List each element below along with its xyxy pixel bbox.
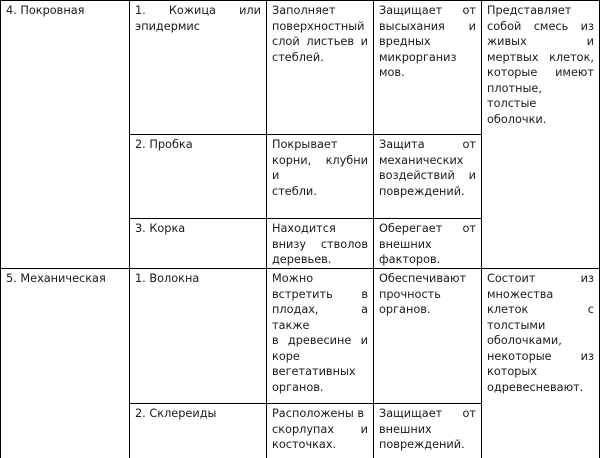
function-line: Защищает от	[379, 407, 476, 420]
table-border-top	[0, 0, 600, 1]
function-cell	[379, 406, 476, 453]
function-cell	[379, 221, 476, 268]
function-line: повреждений.	[379, 438, 465, 451]
column-divider	[129, 0, 130, 458]
function-line: внешних	[379, 237, 432, 251]
column-divider	[373, 0, 374, 458]
location-line: косточках.	[272, 438, 337, 451]
structure-line: оболочки.	[487, 112, 547, 126]
structure-cell	[487, 271, 594, 395]
subtype-name-cell	[135, 137, 261, 153]
row-divider	[129, 403, 481, 404]
subtype-name-line: 1. Кожица или	[135, 4, 261, 17]
location-cell	[272, 137, 368, 199]
location-line: слой листьев и	[272, 35, 368, 48]
structure-line: множества	[487, 287, 554, 301]
structure-line: одревесневают.	[487, 380, 584, 394]
structure-line: клеток с	[487, 303, 594, 316]
location-line: стеблей.	[272, 50, 324, 64]
function-line: органов.	[379, 303, 431, 316]
location-line: корни, клубни и	[272, 153, 368, 182]
structure-line: Представляет	[487, 4, 572, 17]
function-line: Обеспечивают	[379, 272, 467, 285]
structure-line: толстыми	[487, 318, 546, 332]
tissue-name-cell	[6, 3, 124, 19]
function-line: вредных	[379, 35, 431, 48]
location-line: коре	[272, 349, 300, 363]
function-line: мов.	[379, 66, 405, 79]
subtype-name-cell	[135, 221, 261, 237]
structure-line: которых	[487, 365, 538, 378]
location-line: вегетативных	[272, 365, 356, 378]
column-divider	[266, 0, 267, 458]
structure-line: которые имеют	[487, 66, 594, 79]
row-divider	[0, 268, 600, 269]
structure-line: собой смесь из	[487, 19, 594, 33]
subtype-name-line: 2. Пробка	[135, 138, 193, 151]
structure-cell	[487, 3, 594, 127]
location-line: в древесине и	[272, 334, 368, 347]
function-line: внешних	[379, 422, 432, 436]
structure-line: некоторые из	[487, 349, 594, 363]
location-cell	[272, 3, 368, 65]
function-cell	[379, 271, 476, 318]
location-cell	[272, 271, 368, 395]
location-line: внизу стволов	[272, 237, 368, 251]
subtype-name-cell	[135, 406, 261, 422]
function-line: микрорганиз	[379, 50, 457, 64]
location-cell	[272, 406, 368, 453]
function-line: прочность	[379, 287, 441, 301]
subtype-name-line: 1. Волокна	[135, 272, 200, 285]
location-line: Покрывает	[272, 138, 338, 151]
structure-line: мертвых клеток,	[487, 50, 594, 64]
function-line: высыхания и	[379, 19, 476, 33]
subtype-name-cell	[135, 3, 261, 34]
location-line: Заполняет	[272, 4, 336, 17]
location-line: деревьев.	[272, 253, 332, 266]
location-line: скорлупах и	[272, 422, 368, 436]
tissue-name: 5. Механическая	[6, 272, 106, 285]
structure-line: Состоит из	[487, 272, 594, 285]
row-divider	[129, 134, 481, 135]
function-line: повреждений.	[379, 184, 465, 198]
function-cell	[379, 137, 476, 199]
location-line: встретить в	[272, 287, 368, 301]
function-line: Защита от	[379, 138, 476, 151]
function-line: механических	[379, 153, 464, 167]
subtype-name-line: эпидермис	[135, 19, 200, 33]
location-line: поверхностный	[272, 19, 365, 33]
function-line: Оберегает от	[379, 222, 476, 235]
function-line: воздействий и	[379, 169, 476, 182]
tissue-name-cell	[6, 271, 124, 287]
structure-line: живых и	[487, 35, 594, 48]
tissue-name: 4. Покровная	[6, 4, 85, 17]
location-line: Находится	[272, 222, 336, 235]
structure-line: оболочками,	[487, 334, 562, 347]
location-line: Можно	[272, 272, 314, 285]
function-line: факторов.	[379, 253, 441, 266]
location-line: Расположены в	[272, 407, 365, 420]
location-line: стебли.	[272, 184, 317, 198]
location-line: плодах, а также	[272, 303, 368, 332]
column-divider	[481, 0, 482, 458]
row-divider	[129, 218, 481, 219]
structure-line: толстые	[487, 97, 537, 110]
subtype-name-line: 2. Склереиды	[135, 407, 217, 420]
location-cell	[272, 221, 368, 268]
location-line: органов.	[272, 380, 324, 394]
table-border-left	[0, 0, 1, 458]
structure-line: плотные,	[487, 81, 542, 95]
function-line: Защищает от	[379, 4, 476, 17]
subtype-name-line: 3. Корка	[135, 222, 186, 235]
subtype-name-cell	[135, 271, 261, 287]
function-cell	[379, 3, 476, 81]
